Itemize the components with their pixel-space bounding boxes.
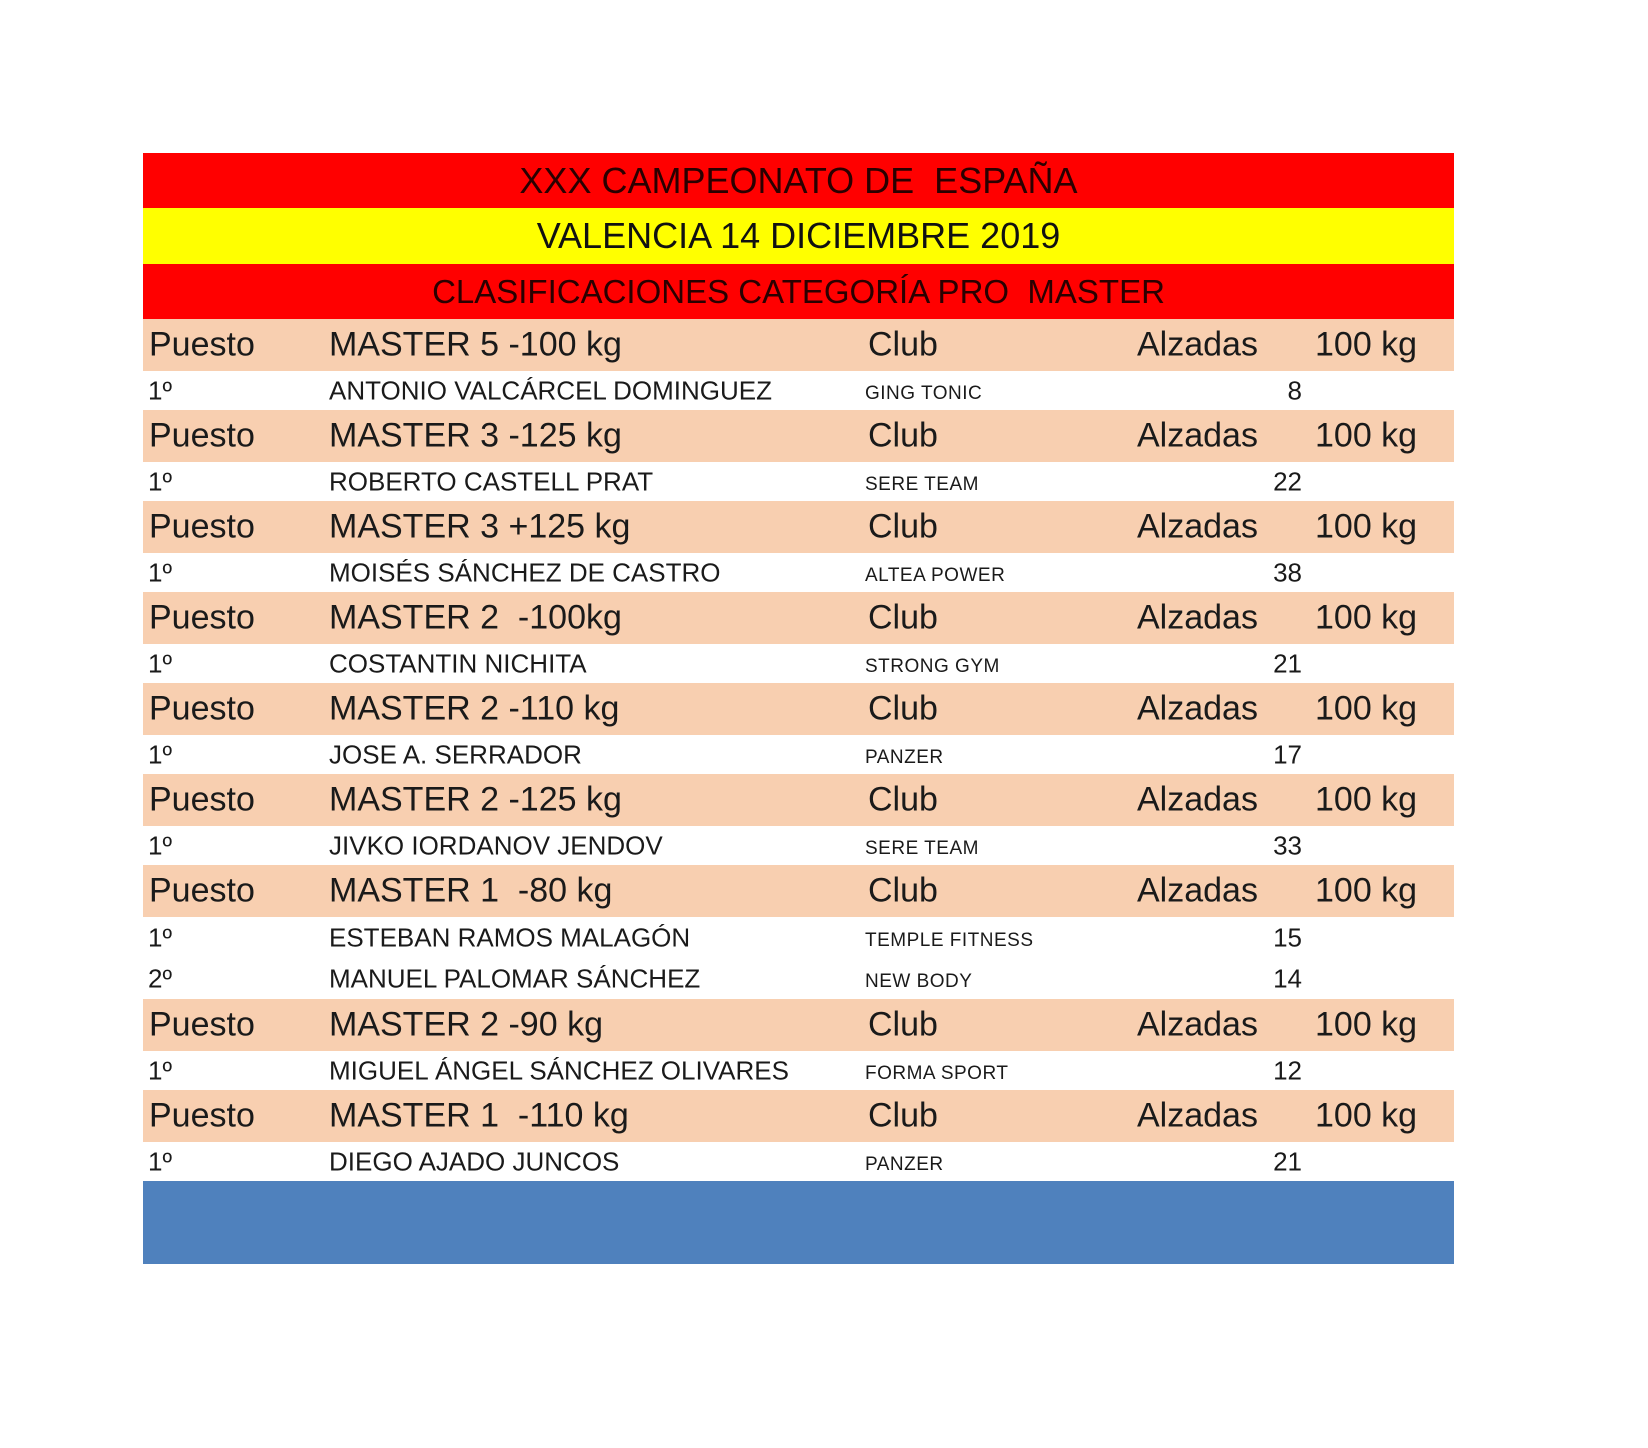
- weight-column-label: 100 kg: [1315, 1005, 1418, 1044]
- category-label: MASTER 2 -90 kg: [329, 1005, 603, 1044]
- lifts-column-label: Alzadas: [1137, 416, 1258, 455]
- lifts-column-label: Alzadas: [1137, 1096, 1258, 1135]
- lift-count: 21: [1273, 648, 1302, 678]
- result-row: [143, 371, 1454, 410]
- category-label: MASTER 1 -80 kg: [329, 871, 613, 910]
- athlete-club: ALTEA POWER: [865, 564, 1006, 586]
- athlete-club: TEMPLE FITNESS: [865, 929, 1034, 951]
- result-place: 1º: [148, 466, 172, 496]
- athlete-name: JOSE A. SERRADOR: [329, 739, 582, 769]
- club-column-label: Club: [868, 325, 938, 364]
- result-row: [143, 958, 1454, 999]
- athlete-club: STRONG GYM: [865, 655, 1000, 677]
- athlete-name: MIGUEL ÁNGEL SÁNCHEZ OLIVARES: [329, 1055, 789, 1085]
- category-header-row: [143, 683, 1454, 735]
- category-label: MASTER 2 -100kg: [329, 598, 622, 637]
- club-column-label: Club: [868, 1096, 938, 1135]
- club-column-label: Club: [868, 780, 938, 819]
- lift-count: 12: [1273, 1055, 1302, 1085]
- athlete-club: FORMA SPORT: [865, 1062, 1009, 1084]
- position-column-label: Puesto: [149, 1096, 255, 1135]
- athlete-club: PANZER: [865, 746, 944, 768]
- athlete-club: SERE TEAM: [865, 837, 979, 859]
- result-row: [143, 735, 1454, 774]
- result-place: 1º: [148, 922, 172, 952]
- athlete-name: DIEGO AJADO JUNCOS: [329, 1146, 620, 1176]
- category-header-row: [143, 774, 1454, 826]
- results-sheet: [143, 153, 1454, 1264]
- result-row: [143, 553, 1454, 592]
- athlete-club: NEW BODY: [865, 970, 973, 992]
- result-row: [143, 826, 1454, 865]
- classification-subtitle: CLASIFICACIONES CATEGORÍA PRO MASTER: [143, 264, 1454, 319]
- result-place: 1º: [148, 375, 172, 405]
- lift-count: 33: [1273, 830, 1302, 860]
- result-row: [143, 1051, 1454, 1090]
- lift-count: 15: [1273, 922, 1302, 952]
- lift-count: 8: [1287, 375, 1302, 405]
- lifts-column-label: Alzadas: [1137, 689, 1258, 728]
- lifts-column-label: Alzadas: [1137, 598, 1258, 637]
- athlete-name: JIVKO IORDANOV JENDOV: [329, 830, 663, 860]
- result-place: 2º: [148, 963, 172, 993]
- lift-count: 38: [1273, 557, 1302, 587]
- lift-count: 21: [1273, 1146, 1302, 1176]
- athlete-name: ROBERTO CASTELL PRAT: [329, 466, 654, 496]
- athlete-name: ANTONIO VALCÁRCEL DOMINGUEZ: [329, 375, 773, 405]
- weight-column-label: 100 kg: [1315, 780, 1418, 819]
- category-header-row: [143, 319, 1454, 371]
- category-header-row: [143, 592, 1454, 644]
- position-column-label: Puesto: [149, 598, 255, 637]
- athlete-name: ESTEBAN RAMOS MALAGÓN: [329, 922, 691, 952]
- lifts-column-label: Alzadas: [1137, 1005, 1258, 1044]
- event-date-banner: VALENCIA 14 DICIEMBRE 2019: [143, 208, 1454, 264]
- position-column-label: Puesto: [149, 780, 255, 819]
- result-row: [143, 644, 1454, 683]
- result-place: 1º: [148, 557, 172, 587]
- footer-bar: [143, 1181, 1454, 1264]
- lifts-column-label: Alzadas: [1137, 780, 1258, 819]
- result-place: 1º: [148, 648, 172, 678]
- championship-title: XXX CAMPEONATO DE ESPAÑA: [143, 153, 1454, 208]
- result-place: 1º: [148, 830, 172, 860]
- athlete-name: MOISÉS SÁNCHEZ DE CASTRO: [329, 557, 721, 587]
- club-column-label: Club: [868, 507, 938, 546]
- category-header-row: [143, 501, 1454, 553]
- category-header-row: [143, 1090, 1454, 1142]
- weight-column-label: 100 kg: [1315, 689, 1418, 728]
- athlete-club: PANZER: [865, 1153, 944, 1175]
- position-column-label: Puesto: [149, 416, 255, 455]
- position-column-label: Puesto: [149, 507, 255, 546]
- position-column-label: Puesto: [149, 1005, 255, 1044]
- club-column-label: Club: [868, 598, 938, 637]
- weight-column-label: 100 kg: [1315, 507, 1418, 546]
- lift-count: 22: [1273, 466, 1302, 496]
- weight-column-label: 100 kg: [1315, 1096, 1418, 1135]
- club-column-label: Club: [868, 689, 938, 728]
- result-place: 1º: [148, 1055, 172, 1085]
- weight-column-label: 100 kg: [1315, 598, 1418, 637]
- category-label: MASTER 1 -110 kg: [329, 1096, 629, 1135]
- result-row: [143, 917, 1454, 958]
- club-column-label: Club: [868, 416, 938, 455]
- result-place: 1º: [148, 739, 172, 769]
- lifts-column-label: Alzadas: [1137, 507, 1258, 546]
- result-row: [143, 1142, 1454, 1181]
- position-column-label: Puesto: [149, 689, 255, 728]
- athlete-club: GING TONIC: [865, 382, 983, 404]
- lift-count: 14: [1273, 963, 1302, 993]
- lifts-column-label: Alzadas: [1137, 325, 1258, 364]
- position-column-label: Puesto: [149, 325, 255, 364]
- category-header-row: [143, 410, 1454, 462]
- category-label: MASTER 3 -125 kg: [329, 416, 622, 455]
- athlete-name: COSTANTIN NICHITA: [329, 648, 587, 678]
- athlete-name: MANUEL PALOMAR SÁNCHEZ: [329, 963, 701, 993]
- category-label: MASTER 2 -110 kg: [329, 689, 620, 728]
- category-label: MASTER 5 -100 kg: [329, 325, 622, 364]
- lift-count: 17: [1273, 739, 1302, 769]
- club-column-label: Club: [868, 871, 938, 910]
- lifts-column-label: Alzadas: [1137, 871, 1258, 910]
- weight-column-label: 100 kg: [1315, 871, 1418, 910]
- club-column-label: Club: [868, 1005, 938, 1044]
- category-header-row: [143, 865, 1454, 917]
- weight-column-label: 100 kg: [1315, 416, 1418, 455]
- category-label: MASTER 3 +125 kg: [329, 507, 631, 546]
- result-place: 1º: [148, 1146, 172, 1176]
- result-row: [143, 462, 1454, 501]
- weight-column-label: 100 kg: [1315, 325, 1418, 364]
- category-label: MASTER 2 -125 kg: [329, 780, 622, 819]
- athlete-club: SERE TEAM: [865, 473, 979, 495]
- position-column-label: Puesto: [149, 871, 255, 910]
- category-header-row: [143, 999, 1454, 1051]
